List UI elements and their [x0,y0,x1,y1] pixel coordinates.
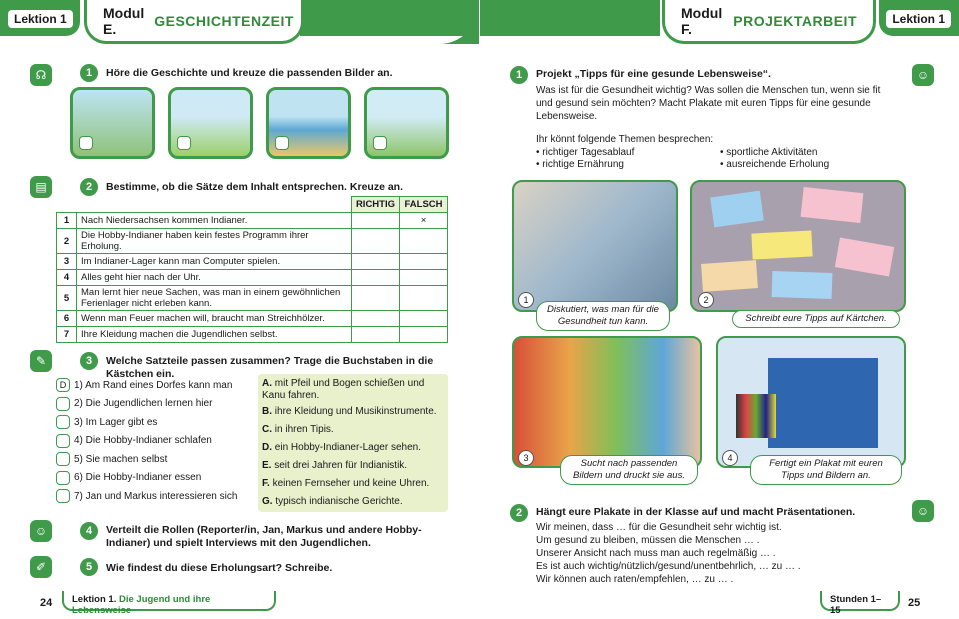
falsch-cell[interactable] [400,327,448,343]
richtig-cell[interactable] [351,311,399,327]
lektion-label: Lektion 1 [6,8,75,30]
write-icon: ✎ [30,350,52,372]
task-2-text: Bestimme, ob die Sätze dem Inhalt entsprechen. Kreuze an. [106,181,403,193]
match-item [56,397,212,411]
pencil-icon: ✐ [30,556,52,578]
phrase-line: Um gesund zu bleiben, müssen die Menschen … . [536,535,760,546]
story-image-1 [70,87,155,159]
task-number: 3 [80,352,98,370]
match-option [262,424,446,436]
story-image-3 [266,87,351,159]
module-name: PROJEKTARBEIT [733,12,857,29]
phrase-line: Es ist auch wichtig/nützlich/gesund/unentbehrlich, … zu … . [536,561,801,572]
match-item-text: 3) Im Lager gibt es [74,416,158,428]
option-letter: C. [262,424,272,435]
row-statement: Man lernt hier neue Sachen, was man in einem gewöhnlichen Ferienlager nicht erleben kann. [77,286,352,311]
task-1-text: Höre die Geschichte und kreuze die passenden Bilder an. [106,67,393,79]
photo-number: 4 [722,450,738,466]
col-richtig: RICHTIG [351,197,399,213]
option-letter: A. [262,378,272,389]
image-checkbox[interactable] [177,136,191,150]
match-item [56,471,201,485]
task-number: 1 [510,66,528,84]
match-item [56,434,212,448]
richtig-cell[interactable] [351,213,399,229]
falsch-cell[interactable] [400,270,448,286]
falsch-cell[interactable] [400,286,448,311]
answer-box[interactable] [56,471,70,485]
match-item-text: 7) Jan und Markus interessieren sich [74,490,238,502]
photo-discussion [512,180,678,312]
richtig-cell[interactable] [351,254,399,270]
row-number: 5 [57,286,77,311]
photo-collage [512,336,702,468]
read-icon: ▤ [30,176,52,198]
match-option [262,496,446,508]
image-checkbox[interactable] [373,136,387,150]
falsch-cell[interactable] [400,229,448,254]
photo-caption: Schreibt eure Tipps auf Kärtchen. [732,310,900,328]
module-name: GESCHICHTENZEIT [154,12,294,29]
true-false-table [56,196,448,343]
module-number: Modul E. [103,4,145,37]
row-statement: Alles geht hier nach der Uhr. [77,270,352,286]
table-row [57,229,448,254]
match-option [262,478,446,490]
option-text: mit Pfeil und Bogen schießen und Kanu fahren. [262,378,425,401]
answer-box[interactable] [56,452,70,466]
match-item-text: 4) Die Hobby-Indianer schlafen [74,435,212,446]
lektion-label: Lektion 1 [884,8,953,30]
listen-icon: ☊ [30,64,52,86]
photo-number: 1 [518,292,534,308]
group-icon: ☺ [912,64,934,86]
footer-tab [62,591,276,616]
footer-lesson: Lektion 1. [72,594,117,605]
project-description: Was ist für die Gesundheit wichtig? Was sollen die Menschen tun, wenn sie fit und gesund sein möchten? Macht Plakate mit euren Tipps für eine gesunde Lebensweise. [536,85,881,122]
option-letter: F. [262,478,270,489]
table-row [57,213,448,229]
table-row [57,311,448,327]
page-number: 24 [40,597,53,609]
photo-number: 2 [698,292,714,308]
photo-caption: Fertigt ein Plakat mit euren Tipps und Bildern an. [750,455,902,485]
footer-tab [820,591,900,616]
row-number: 1 [57,213,77,229]
phrase-line: Wir meinen, dass … für die Gesundheit sehr wichtig ist. [536,522,782,533]
task-5-text: Wie findest du diese Erholungsart? Schreibe. [106,562,333,574]
task-4-text: Verteilt die Rollen (Reporter/in, Jan, Markus und andere Hobby-Indianer) und spielt Interviews mit den Jugendlichen. [106,524,422,549]
left-page [0,0,479,619]
phrase-line: Unserer Ansicht nach muss man auch regelmäßig … . [536,548,776,559]
module-number: Modul F. [681,4,723,37]
match-item [56,378,232,392]
match-item [56,452,167,466]
match-option [262,378,446,402]
image-checkbox[interactable] [79,136,93,150]
table-row [57,327,448,343]
row-number: 2 [57,229,77,254]
module-title [662,0,876,44]
answer-box[interactable] [56,434,70,448]
answer-box[interactable]: D [56,378,70,392]
footer-stunden: Stunden 1–15 [830,594,882,616]
col-falsch: FALSCH [400,197,448,213]
row-statement: Nach Niedersachsen kommen Indianer. [77,213,352,229]
match-item-text: 5) Sie machen selbst [74,453,168,465]
match-item [56,415,157,429]
photo-number: 3 [518,450,534,466]
option-letter: E. [262,460,272,471]
photo-poster [716,336,906,468]
match-option [262,406,446,418]
task-number: 5 [80,558,98,576]
task-number: 1 [80,64,98,82]
answer-box[interactable] [56,397,70,411]
richtig-cell[interactable] [351,229,399,254]
richtig-cell[interactable] [351,327,399,343]
right-page [480,0,959,619]
story-image-4 [364,87,449,159]
task-2-title: Hängt eure Plakate in der Klasse auf und macht Präsentationen. [536,506,856,518]
row-statement: Im Indianer-Lager kann man Computer spielen. [77,254,352,270]
group-icon: ☺ [30,520,52,542]
option-text: ein Hobby-Indianer-Lager sehen. [274,442,421,453]
falsch-cell[interactable]: × [400,213,448,229]
photo-caption: Sucht nach passenden Bildern und druckt sie aus. [560,455,698,485]
answer-box[interactable] [56,489,70,503]
match-option [262,442,446,454]
table-row [57,270,448,286]
theme-item: • richtige Ernährung [536,159,624,170]
page-number: 25 [908,597,921,609]
photo-cards [690,180,906,312]
table-row [57,286,448,311]
table-row [57,254,448,270]
footer-title: Die Jugend und ihre Lebensweise [72,594,211,616]
row-statement: Ihre Kleidung machen die Jugendlichen selbst. [77,327,352,343]
falsch-cell[interactable] [400,254,448,270]
match-item [56,489,237,503]
answer-box[interactable] [56,415,70,429]
task-number: 2 [510,504,528,522]
task-number: 2 [80,178,98,196]
option-text: in ihren Tipis. [274,424,334,435]
photo-caption: Diskutiert, was man für die Gesundheit tun kann. [536,301,670,331]
module-title [84,0,304,44]
row-number: 4 [57,270,77,286]
row-number: 6 [57,311,77,327]
option-text: keinen Fernseher und keine Uhren. [272,478,430,489]
option-letter: G. [262,496,273,507]
phrase-line: Wir können auch raten/empfehlen, … zu … . [536,574,734,585]
richtig-cell[interactable] [351,286,399,311]
option-text: ihre Kleidung und Musikinstrumente. [274,406,437,417]
option-text: seit drei Jahren für Indianistik. [274,460,408,471]
theme-item: • ausreichende Erholung [720,159,830,170]
match-item-text: 1) Am Rand eines Dorfes kann man [74,379,233,391]
row-number: 3 [57,254,77,270]
option-text: typisch indianische Gerichte. [275,496,403,507]
row-statement: Die Hobby-Indianer haben kein festes Programm ihrer Erholung. [77,229,352,254]
match-option [262,460,446,472]
option-letter: B. [262,406,272,417]
group-icon: ☺ [912,500,934,522]
image-checkbox[interactable] [275,136,289,150]
story-image-2 [168,87,253,159]
project-title: Projekt „Tipps für eine gesunde Lebensweise“. [536,68,771,80]
theme-item: • sportliche Aktivitäten [720,147,818,158]
task-3-text: Welche Satzteile passen zusammen? Trage die Buchstaben in die Kästchen ein. [106,355,434,380]
row-statement: Wenn man Feuer machen will, braucht man Streichhölzer. [77,311,352,327]
task-number: 4 [80,522,98,540]
match-item-text: 2) Die Jugendlichen lernen hier [74,398,213,409]
row-number: 7 [57,327,77,343]
match-item-text: 6) Die Hobby-Indianer essen [74,472,202,483]
option-letter: D. [262,442,272,453]
theme-item: • richtiger Tagesablauf [536,147,635,158]
richtig-cell[interactable] [351,270,399,286]
themes-intro: Ihr könnt folgende Themen besprechen: [536,134,714,145]
falsch-cell[interactable] [400,311,448,327]
